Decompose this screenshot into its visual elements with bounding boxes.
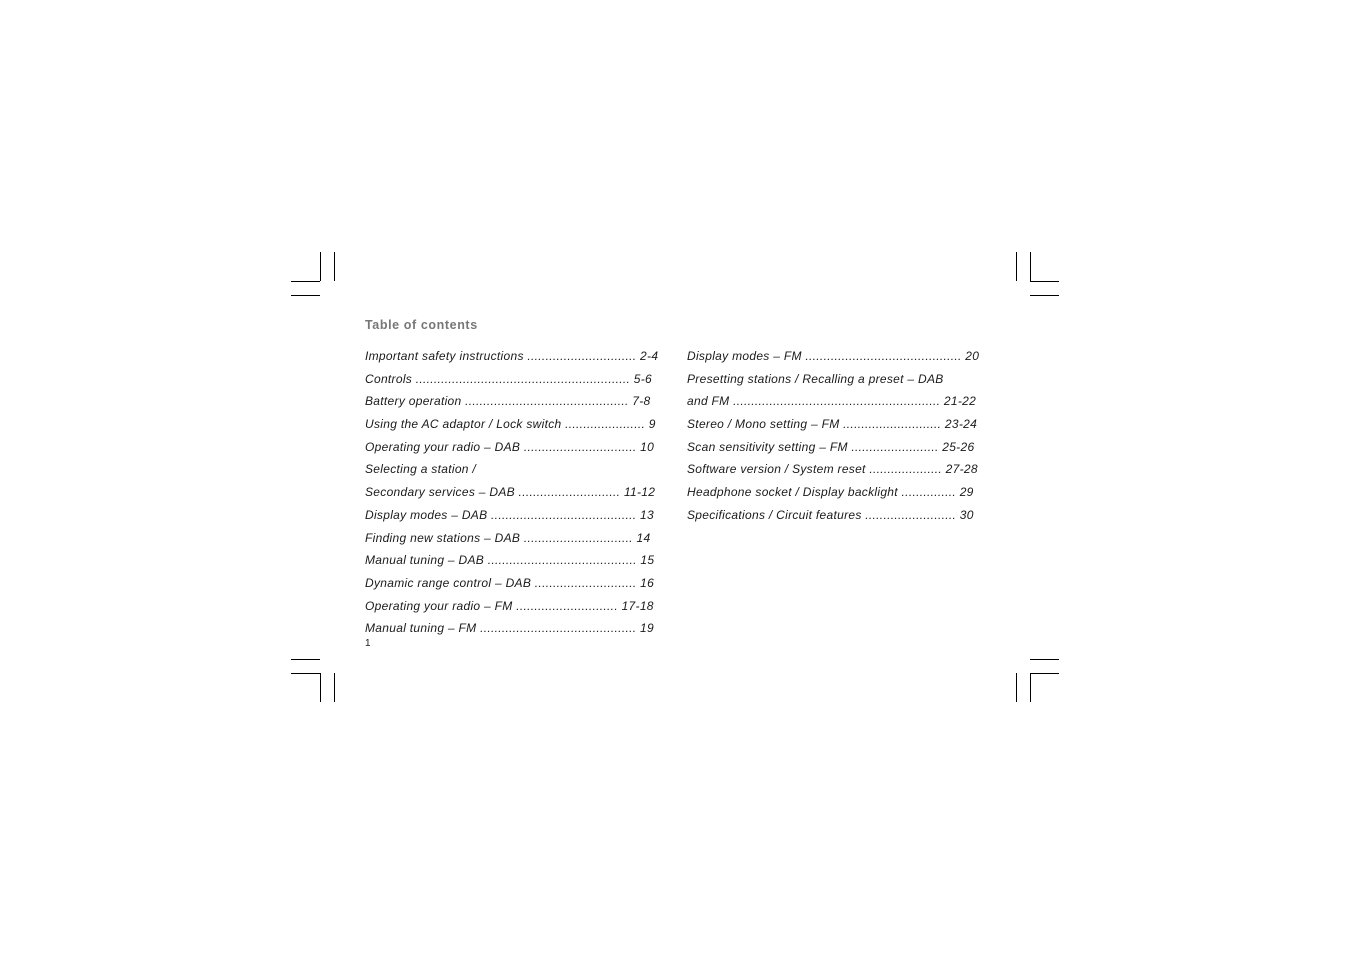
toc-entry: Important safety instructions .............................. 2-4 <box>365 349 659 363</box>
toc-entry: Operating your radio – FM ............................ 17-18 <box>365 598 654 613</box>
toc-entry: Controls ........................................................... 5-6 <box>365 371 652 386</box>
crop-mark-top-left-vertical-outer <box>334 252 335 281</box>
toc-entry: Presetting stations / Recalling a preset – DAB <box>687 371 944 386</box>
toc-entry: Software version / System reset .................... 27-28 <box>687 462 978 477</box>
toc-entry: Using the AC adaptor / Lock switch ...................... 9 <box>365 417 656 432</box>
toc-left-column <box>365 348 658 643</box>
crop-mark-top-left-horizontal <box>291 281 320 282</box>
crop-mark-bottom-left-horizontal-outer <box>291 659 320 660</box>
toc-entry: Display modes – DAB ........................................ 13 <box>365 507 654 522</box>
toc-entry: Manual tuning – FM ........................................... 19 <box>365 621 654 636</box>
crop-mark-bottom-right-vertical-outer <box>1016 673 1017 702</box>
crop-mark-top-right-vertical <box>1030 252 1031 281</box>
toc-entry: Finding new stations – DAB .............................. 14 <box>365 530 651 545</box>
crop-mark-top-right-horizontal <box>1030 281 1059 282</box>
crop-mark-bottom-right-horizontal <box>1030 673 1059 674</box>
toc-entry: Display modes – FM ........................................... 20 <box>687 349 980 363</box>
toc-entry: Operating your radio – DAB ............................... 10 <box>365 439 655 454</box>
toc-entry: and FM ......................................................... 21-22 <box>687 394 977 409</box>
page-heading: Table of contents <box>365 318 478 332</box>
toc-entry: Battery operation ............................................. 7-8 <box>365 394 651 409</box>
crop-mark-bottom-left-vertical <box>320 673 321 702</box>
crop-mark-top-right-vertical-outer <box>1016 252 1017 281</box>
crop-mark-top-left-horizontal-outer <box>291 295 320 296</box>
crop-mark-top-right-horizontal-outer <box>1030 295 1059 296</box>
toc-right-column <box>687 348 979 530</box>
toc-entry: Specifications / Circuit features ......................... 30 <box>687 507 974 522</box>
page-number: 1 <box>365 638 371 649</box>
toc-entry: Stereo / Mono setting – FM ........................... 23-24 <box>687 417 978 432</box>
crop-mark-bottom-right-horizontal-outer <box>1030 659 1059 660</box>
crop-mark-bottom-left-vertical-outer <box>334 673 335 702</box>
toc-entry: Scan sensitivity setting – FM ........................ 25-26 <box>687 439 975 454</box>
crop-mark-top-left-vertical <box>320 252 321 281</box>
toc-entry: Selecting a station / <box>365 462 477 477</box>
crop-mark-bottom-left-horizontal <box>291 673 320 674</box>
crop-mark-bottom-right-vertical <box>1030 673 1031 702</box>
toc-entry: Manual tuning – DAB ......................................... 15 <box>365 553 655 568</box>
toc-entry: Secondary services – DAB ............................ 11-12 <box>365 485 656 500</box>
toc-entry: Headphone socket / Display backlight ............... 29 <box>687 485 974 500</box>
toc-entry: Dynamic range control – DAB ............................ 16 <box>365 575 655 590</box>
